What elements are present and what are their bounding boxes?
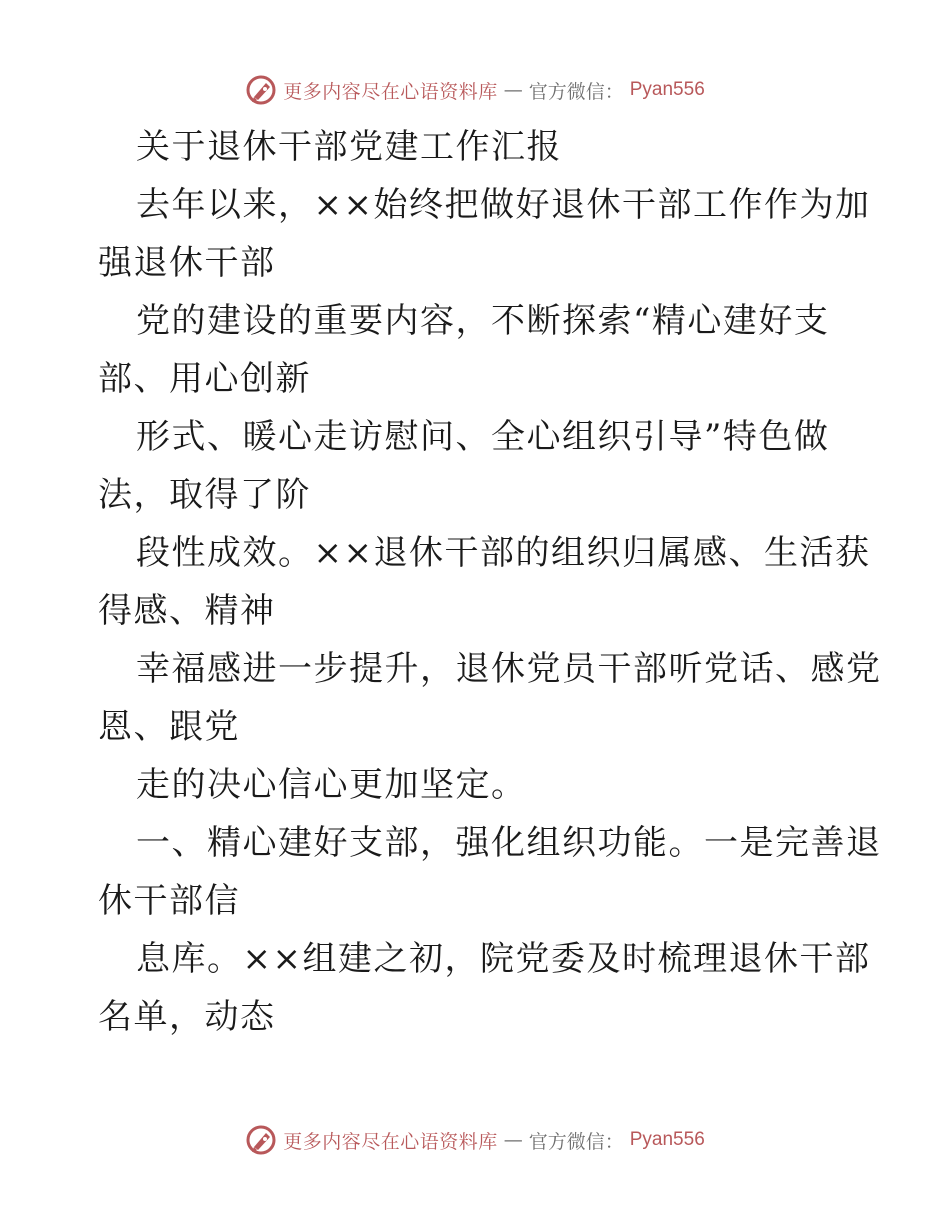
document-line: 息库。××组建之初，院党委及时梳理退休干部: [136, 939, 871, 979]
header-banner: [0, 70, 950, 110]
pen-logo-icon: [245, 74, 277, 106]
document-line: 去年以来，××始终把做好退休干部工作作为加: [136, 185, 871, 225]
banner-wechat-id: Pyan556: [629, 79, 705, 100]
document-line: 名单，动态: [98, 997, 276, 1037]
document-line: 恩、跟党: [98, 707, 240, 747]
banner-wechat-label: 官方微信：: [528, 80, 624, 103]
document-line: 党的建设的重要内容，不断探索“精心建好支: [136, 301, 830, 341]
document-line: 强退休干部: [98, 243, 276, 283]
document-line: 一、精心建好支部，强化组织功能。一是完善退: [136, 823, 882, 863]
document-line: 幸福感进一步提升，退休党员干部听党话、感党: [136, 649, 882, 689]
banner-wechat-id: Pyan556: [629, 1129, 705, 1150]
banner-wechat-label: 官方微信：: [528, 1130, 624, 1153]
banner-dash: —: [503, 79, 523, 101]
document-line: 形式、暖心走访慰问、全心组织引导”特色做: [136, 417, 830, 457]
pen-logo-icon: [245, 1124, 277, 1156]
document-line: 段性成效。××退休干部的组织归属感、生活获: [136, 533, 871, 573]
document-body: [98, 118, 882, 1046]
banner-site-text: 更多内容尽在心语资料库: [283, 80, 498, 103]
document-line: 休干部信: [98, 881, 240, 921]
document-line: 得感、精神: [98, 591, 276, 631]
document-line: 部、用心创新: [98, 359, 311, 399]
footer-banner: [0, 1120, 950, 1160]
document-line: 法，取得了阶: [98, 475, 311, 515]
banner-dash: —: [503, 1129, 523, 1151]
document-line: 关于退休干部党建工作汇报: [136, 127, 562, 167]
document-line: 走的决心信心更加坚定。: [136, 765, 527, 805]
banner-site-text: 更多内容尽在心语资料库: [283, 1130, 498, 1153]
